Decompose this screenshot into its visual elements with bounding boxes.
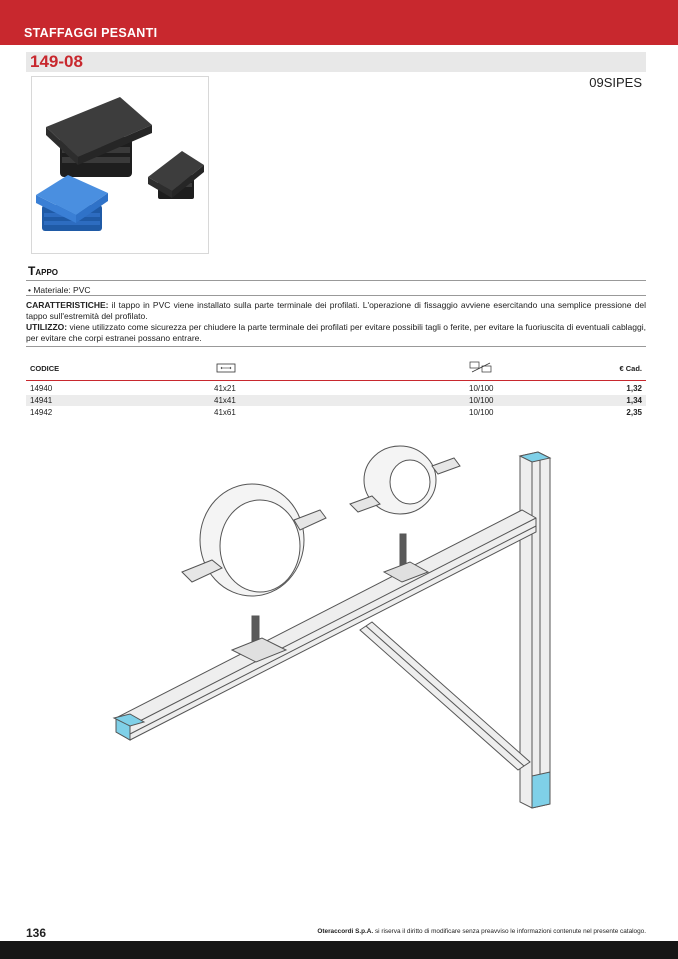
installation-illustration: [110, 440, 560, 820]
footer-disclaimer: [317, 928, 646, 935]
product-description: [26, 300, 646, 344]
table-row: [26, 383, 646, 394]
cell-pack: 10/100: [469, 396, 494, 405]
cell-code: 14941: [30, 396, 53, 405]
company-name: Oteraccordi S.p.A.: [317, 928, 374, 935]
use-paragraph: [26, 322, 646, 344]
package-quantity-icon: [469, 361, 493, 375]
table-header-rule: [26, 380, 646, 381]
bracket-assembly-drawing: [110, 440, 560, 820]
product-code-bar: [26, 52, 646, 72]
cell-code: 14942: [30, 408, 53, 417]
cell-price: 1,34: [626, 396, 642, 405]
cell-size: 41x41: [214, 396, 236, 405]
pvc-caps-image: [32, 77, 208, 253]
product-photo: [31, 76, 209, 254]
column-code-header: CODICE: [30, 364, 60, 373]
divider: [26, 295, 646, 296]
profile-size-icon: [216, 363, 236, 375]
use-text: viene utilizzato come sicurezza per chiudere la parte terminale dei profilati per evitare possibili tagli o ferite, per evitare la fuoriuscita di eventuali cablaggi, per evitare che corpi estranei possano entrare.: [26, 322, 646, 343]
page-number: 136: [26, 926, 47, 940]
cell-code: 14940: [30, 384, 53, 393]
table-row: [26, 407, 646, 418]
cell-size: 41x61: [214, 408, 236, 417]
cell-pack: 10/100: [469, 384, 494, 393]
material-spec: • Materiale: PVC: [28, 285, 91, 295]
use-label: UTILIZZO:: [26, 322, 68, 332]
features-paragraph: [26, 300, 646, 322]
table-header: [26, 361, 646, 381]
table-row: [26, 395, 646, 406]
cell-size: 41x21: [214, 384, 236, 393]
features-text: il tappo in PVC viene installato sulla parte terminale dei profilati. L'operazione di fissaggio avviene esercitando una semplice pressione del tappo sull'estremità del profilato.: [26, 300, 646, 321]
cell-price: 1,32: [626, 384, 642, 393]
brand-code: 09SIPES: [589, 75, 642, 90]
divider: [26, 346, 646, 347]
divider: [26, 280, 646, 281]
footer-bar: [0, 941, 678, 959]
product-code: 149-08: [30, 52, 83, 71]
header-bar: [0, 0, 678, 45]
cell-price: 2,35: [626, 408, 642, 417]
cell-pack: 10/100: [469, 408, 494, 417]
product-title: Tappo: [28, 264, 59, 278]
column-price-header: € Cad.: [619, 364, 642, 373]
section-title: STAFFAGGI PESANTI: [24, 26, 158, 40]
disclaimer-text: si riserva il diritto di modificare senza preavviso le informazioni contenute nel presente catalogo.: [373, 928, 646, 935]
features-label: CARATTERISTICHE:: [26, 300, 109, 310]
